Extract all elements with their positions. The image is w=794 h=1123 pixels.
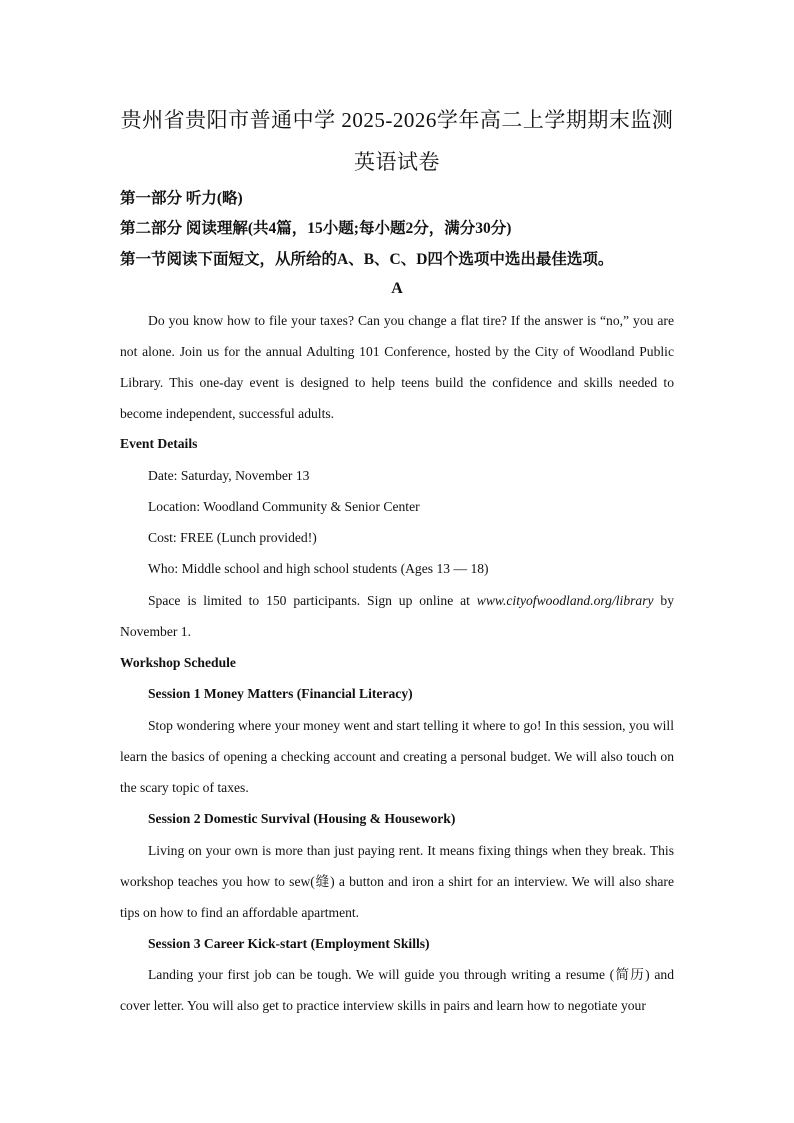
passage-label: A xyxy=(391,280,403,297)
event-details-heading: Event Details xyxy=(120,436,198,451)
section-one-instruction: 第一节阅读下面短文，从所给的A、B、C、D四个选项中选出最佳选项。 xyxy=(120,251,614,268)
event-audience: Who: Middle school and high school students (Ages 13 — 18) xyxy=(148,561,489,576)
session-2-text: Living on your own is more than just paying rent. It means fixing things when they break. This workshop teaches you how to sew(缝) a button and iron a shirt for an interview. We will also share tips on how to find an affordable apartment. xyxy=(120,843,674,920)
part-one-heading: 第一部分 听力(略) xyxy=(120,190,243,207)
session-2-title: Session 2 Domestic Survival (Housing & Housework) xyxy=(148,811,456,826)
session-1-title: Session 1 Money Matters (Financial Literacy) xyxy=(148,686,413,701)
workshop-schedule-heading: Workshop Schedule xyxy=(120,655,236,670)
signup-deadline: by November 1. xyxy=(120,593,674,639)
part-two-heading: 第二部分 阅读理解(共4篇，15小题;每小题2分，满分30分) xyxy=(120,220,512,237)
session-1-text: Stop wondering where your money went and start telling it where to go! In this session, you will learn the basics of opening a checking account and creating a personal budget. We will also touch on the scary topic of taxes. xyxy=(120,718,674,795)
signup-paragraph xyxy=(120,585,674,647)
intro-paragraph: Do you know how to file your taxes? Can you change a flat tire? If the answer is “no,” you are not alone. Join us for the annual Adulting 101 Conference, hosted by the City of Woodland Public Library. This one-day event is designed to help teens build the confidence and skills needed to become independent, successful adults. xyxy=(120,313,674,421)
signup-link[interactable]: www.cityofwoodland.org/library xyxy=(476,593,654,608)
event-date: Date: Saturday, November 13 xyxy=(148,468,310,483)
event-cost: Cost: FREE (Lunch provided!) xyxy=(148,530,317,545)
session-3-text: Landing your first job can be tough. We will guide you through writing a resume (简历) and cover letter. You will also get to practice interview skills in pairs and learn how to negotiate your xyxy=(120,967,674,1013)
session-3-title: Session 3 Career Kick-start (Employment Skills) xyxy=(148,936,430,951)
exam-title: 贵州省贵阳市普通中学 2025-2026学年高二上学期期末监测 xyxy=(120,108,674,132)
event-location: Location: Woodland Community & Senior Center xyxy=(148,499,420,514)
signup-text: Space is limited to 150 participants. Sign up online at xyxy=(148,593,477,608)
exam-subtitle: 英语试卷 xyxy=(354,150,440,174)
